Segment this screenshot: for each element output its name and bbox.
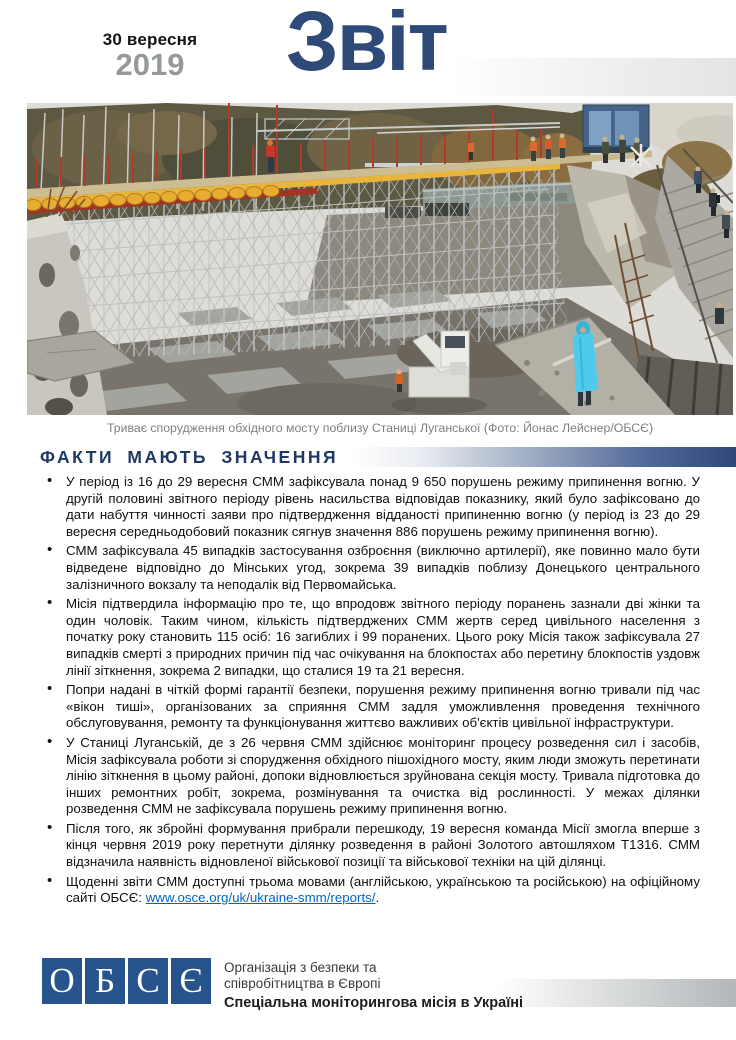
- bridge-photo: [27, 103, 733, 415]
- facts-section: [40, 474, 700, 910]
- reports-link[interactable]: www.osce.org/uk/ukraine-smm/reports/: [145, 890, 376, 906]
- mission-name: Спеціальна моніторингова місія в Україні: [224, 995, 524, 1011]
- fact-item: [40, 735, 700, 818]
- footer-text: [224, 958, 523, 1012]
- footer: [42, 958, 523, 1012]
- fact-text: Попри надані в чіткій формі гарантії безпеки, порушення режиму припинення вогню тривали під час «вікон тиші», організованих за сприяння СММ задля уможливлення проведення технічного обслуговування, ремонту та функціонування життєво важливих об'єктів цивільної інфраструктури.: [66, 682, 700, 731]
- fact-text: СММ зафіксувала 45 випадків застосування озброєння (виключно артилерії), яке повинно мало бути відведене відповідно до Мінських угод, зокрема 39 випадків поблизу Донецького центрального залізничного вокзалу та неподалік від Первомайська.: [66, 543, 700, 592]
- org-name-line1: Організація з безпеки та: [224, 960, 377, 975]
- osce-logo-letter: О: [42, 958, 82, 1004]
- section-heading-row: [40, 445, 736, 469]
- osce-logo-letter: Б: [85, 958, 125, 1004]
- fact-text: Місія підтвердила інформацію про те, що впродовж звітного періоду поранень зазнали дві жінки та один чоловік. Таким чином, кількість підтверджених СММ жертв серед цивільного населення з початку року становить 115 осіб: 16 загиблих і 99 поранених. Цього року Місія також зафіксувала 27 випадків смерті з природних причин під час очікування на блокпостах або перетину блокпостів уздовж лінії зіткнення, зокрема 2 випадки, що сталися 19 та 21 вересня.: [66, 596, 700, 678]
- fact-text: Після того, як збройні формування прибрали перешкоду, 19 вересня команда Місії змогла вперше з кінця червня 2019 року перетнути ділянку розведення в районі Золотого автошляхом Т1316. СММ відзначила наявність відновленої військової позиції та військової техніки на цій ділянці.: [66, 820, 700, 870]
- fact-item: [40, 596, 700, 679]
- facts-list: [40, 474, 700, 907]
- bridge-photo-illustration: [27, 103, 733, 415]
- report-date: [75, 30, 225, 80]
- org-name-line2: співробітництва в Європі: [224, 976, 381, 991]
- fact-item: [40, 474, 700, 540]
- date-year: 2019: [115, 47, 185, 82]
- fact-text: Щоденні звіти СММ доступні трьома мовами (англійською, українською та російською) на офіційному сайті ОБСЄ:: [66, 873, 700, 906]
- date-day: 30 вересня: [102, 30, 198, 49]
- fact-text: .: [375, 890, 380, 906]
- header-gradient-band: [452, 58, 736, 96]
- footer-gradient-band: [497, 979, 736, 1007]
- fact-item: [40, 682, 700, 732]
- heading-gradient-bar: [352, 447, 736, 467]
- photo-caption: Триває спорудження обхідного мосту поблизу Станиці Луганської (Фото: Йонас Лейснер/ОБСЄ): [106, 421, 654, 435]
- fact-item: [40, 821, 700, 871]
- fact-item: [40, 543, 700, 593]
- page-title: Звіт: [286, 0, 447, 88]
- section-heading: ФАКТИ МАЮТЬ ЗНАЧЕННЯ: [40, 446, 339, 467]
- osce-logo: [42, 958, 214, 1004]
- osce-logo-letter: Є: [171, 958, 211, 1004]
- osce-logo-letter: С: [128, 958, 168, 1004]
- fact-text: У період із 16 до 29 вересня СММ зафіксувала понад 9 650 порушень режиму припинення вогню. У другій половині звітного періоду рівень насильства відповідав показнику, який було зафіксовано до дати набуття чинності заяви про підтвердження відданості припиненню вогню (у період із 23 до 29 вересня середньодобовий показник сягнув значення 886 порушень режиму припинення вогню).: [66, 474, 700, 539]
- fact-text: У Станиці Луганській, де з 26 червня СММ здійснює моніторинг процесу розведення сил і засобів, Місія зафіксувала роботи зі спорудження обхідного пішохідного мосту, яким люди зможуть перетинати лінію зіткнення в цьому районі, допоки відновлюється зруйнована секція мосту. Тривала підготовка до інших ремонтних робіт, зокрема, розмінування та очистка від рослинності. У межах ділянки розведення СММ не зафіксувала порушень режиму припинення вогню.: [66, 734, 700, 817]
- fact-item: [40, 874, 700, 907]
